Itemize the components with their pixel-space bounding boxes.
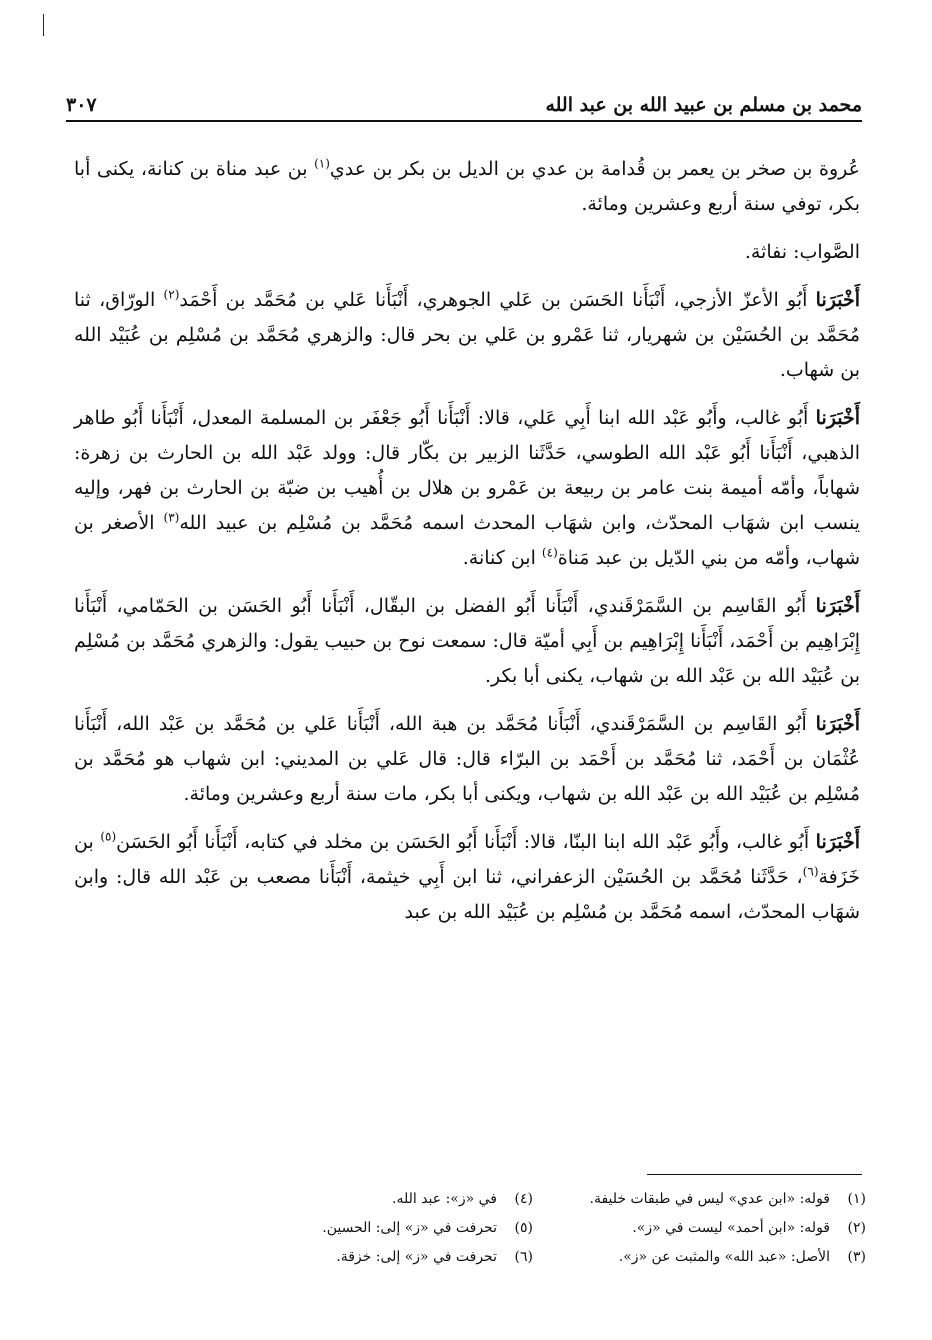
footnote-number: (٥) (514, 1220, 533, 1236)
paragraph-text: أَبُو غالب، وأَبُو عَبْد الله ابنا البنّا، قالا: أَنْبَأَنا أَبُو الحَسَن بن مخلد في كتابه، أَنْبَأَنا أَبُو الحَسَن (116, 831, 816, 853)
paragraph-text: عُروة بن صخر بن يعمر بن قُدامة بن عدي بن الديل بن بكر بن عدي (329, 158, 860, 180)
footnote-reference: (٣) (163, 510, 180, 525)
footnote (220, 1215, 533, 1242)
page-number: ٣٠٧ (66, 94, 97, 116)
paragraph-text: بن عبد مناة بن كنانة، يكنى أبا بكر، توفي سنة أربع وعشرين ومائة. (74, 158, 860, 215)
paragraph-text: أَبُو القَاسِم بن السَّمَرْقَندي، أَنْبَأَنا مُحَمَّد بن هبة الله، أَنْبَأَنا عَلي بن مُحَمَّد بن عَبْد الله، أَنْبَأَنا عُثْمَان بن أَحْمَد، ثنا مُحَمَّد بن أَحْمَد بن البرّاء قال: قال عَلي بن المديني: ابن شهاب هو مُحَمَّد بن مُسْلِم بن عُبَيْد الله بن عَبْد الله بن شهاب، ويكنى أبا بكر، مات سنة أربع وعشرين ومائة. (74, 713, 860, 805)
footnote-number: (٦) (514, 1249, 533, 1265)
paragraph-text: أَبُو الأعزّ الأزجي، أَنْبَأَنا الحَسَن بن عَلي الجوهري، أَنْبَأَنا عَلي بن مُحَمَّد بن أَحْمَد (179, 289, 816, 311)
footnote-number: (٣) (847, 1249, 866, 1265)
paragraph-text: الصَّواب: نفاثة. (744, 241, 860, 263)
crop-mark (43, 14, 44, 36)
footnote-reference: (٦) (802, 864, 819, 879)
paragraph-text: أَبُو القَاسِم بن السَّمَرْقَندي، أَنْبَأَنا أَبُو الفضل بن البقّال، أَنْبَأَنا أَبُو الحَسَن بن الحَمّامي، أَنْبَأَنا إِبْرَاهِيم بن أَحْمَد، أَنْبَأَنا إِبْرَاهِيم بن أَبِي أميّة قال: سمعت نوح بن حبيب يقول: والزهري مُحَمَّد بن مُسْلِم بن عُبَيْد الله بن عَبْد الله بن شهاب، يكنى أبا بكر. (74, 595, 860, 687)
paragraph (74, 401, 860, 576)
footnote-reference: (٤) (541, 545, 558, 560)
header-rule (66, 120, 862, 122)
paragraph-lead-word: أَخْبَرَنا (815, 407, 860, 429)
paragraph-text: ، حَدَّثَنا مُحَمَّد بن الحُسَيْن الزعفراني، ثنا ابن أَبِي خيثمة، أَنْبَأَنا مصعب بن عَبْد الله قال: وابن شهَاب المحدّث، اسمه مُحَمَّد بن مُسْلِم بن عُبَيْد الله بن عبد (74, 866, 860, 923)
footnote (553, 1186, 866, 1213)
main-text (74, 152, 860, 943)
footnote (553, 1244, 866, 1271)
paragraph-lead-word: أَخْبَرَنا (815, 713, 860, 735)
footnote (220, 1244, 533, 1271)
footnote-text: تحرفت في «ز» إلى: الحسين. (322, 1220, 497, 1236)
paragraph-lead-word: أَخْبَرَنا (815, 831, 860, 853)
footnote (220, 1186, 533, 1213)
footnote-rule (647, 1174, 862, 1175)
paragraph (74, 589, 860, 694)
footnote-text: في «ز»: عبد الله. (392, 1191, 497, 1207)
paragraph (74, 707, 860, 812)
footnote-number: (١) (847, 1191, 866, 1207)
paragraph-text: الأصغر بن شهاب، وأمّه من بني الدّيل بن عبد مَناة (74, 512, 860, 569)
paragraph-text: أَبُو غالب، وأَبُو عَبْد الله ابنا أَبِي عَلي، قالا: أَنْبَأَنا أَبُو جَعْفَر بن المسلمة المعدل، أَنْبَأَنا أَبُو طاهر الذهبي، أَنْبَأَنا أَبُو عَبْد الله الطوسي، حَدَّثَنا الزبير بن بكّار قال: وولد عَبْد الله بن الحارث بن زهرة: شهاباً، وأمّه أميمة بنت عامر بن ربيعة بن عَمْرو بن هلال بن أُهيب بن ضبّة بن الحارث بن فهر، وإليه ينسب ابن شهَاب المحدّث، وابن شهَاب المحدث اسمه مُحَمَّد بن مُسْلِم بن عبيد الله (74, 407, 860, 534)
footnote-reference: (٥) (100, 829, 117, 844)
footnote-reference: (١) (314, 156, 330, 171)
paragraph (74, 235, 860, 270)
paragraph (74, 283, 860, 388)
paragraph-text: الورّاق، ثنا مُحَمَّد بن الحُسَيْن بن شهريار، ثنا عَمْرو بن عَلي بن بحر قال: والزهري مُحَمَّد بن مُسْلِم بن عُبَيْد الله بن شهاب. (74, 289, 860, 381)
footnote-text: تحرفت في «ز» إلى: خزقة. (336, 1249, 497, 1265)
paragraph (74, 152, 860, 222)
footnotes (220, 1186, 866, 1271)
paragraph-text: ابن كنانة. (462, 547, 542, 569)
footnote (553, 1215, 866, 1242)
paragraph-lead-word: أَخْبَرَنا (815, 595, 860, 617)
paragraph (74, 825, 860, 930)
footnote-text: قوله: «ابن عدي» ليس في طبقات خليفة. (589, 1191, 830, 1207)
running-header (66, 86, 862, 116)
footnote-number: (٢) (847, 1220, 866, 1236)
footnote-number: (٤) (514, 1191, 533, 1207)
footnote-reference: (٢) (163, 287, 180, 302)
paragraph-lead-word: أَخْبَرَنا (815, 289, 860, 311)
running-title: محمد بن مسلم بن عبيد الله بن عبد الله (545, 94, 862, 116)
footnote-text: قوله: «ابن أحمد» ليست في «ز». (632, 1220, 830, 1236)
footnote-text: الأصل: «عبد الله» والمثبت عن «ز». (618, 1249, 830, 1265)
paragraph-text: بن خَزَفة (74, 831, 860, 888)
